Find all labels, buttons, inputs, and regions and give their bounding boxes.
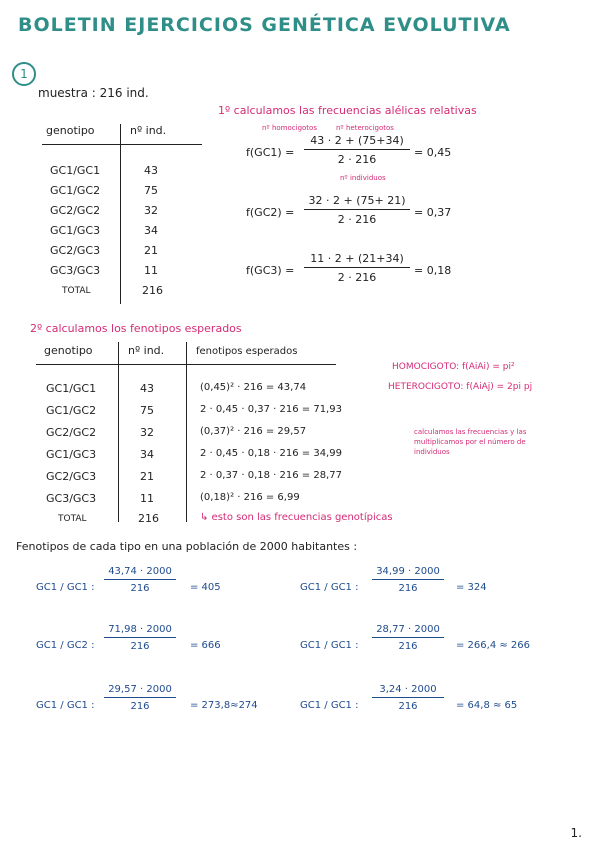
denominator: 216 — [130, 701, 150, 712]
fraction — [304, 194, 410, 226]
table-cell: TOTAL — [58, 514, 87, 524]
annotation: nº individuos — [340, 174, 386, 182]
table-cell: GC1/GC3 — [46, 448, 97, 461]
numerator: 32 · 2 + (75+ 21) — [304, 194, 410, 210]
exercise-number: 1 — [12, 62, 36, 86]
denominator: 2 · 216 — [337, 153, 377, 166]
column-header: nº ind. — [130, 124, 167, 137]
population-title: Fenotipos de cada tipo en una población de 2000 habitantes : — [16, 540, 358, 553]
fraction — [372, 566, 444, 594]
table-cell: 21 — [144, 244, 158, 257]
numerator: 28,77 · 2000 — [372, 624, 444, 638]
side-note: multiplicamos por el número de — [414, 438, 526, 446]
table-divider — [42, 144, 202, 145]
table-footnote: ↳ esto son las frecuencias genotípicas — [200, 512, 393, 523]
denominator: 216 — [130, 641, 150, 652]
table-cell: 32 — [144, 204, 158, 217]
fraction — [104, 624, 176, 652]
page-title: BOLETIN EJERCICIOS GENÉTICA EVOLUTIVA — [18, 14, 511, 36]
table-cell: 34 — [140, 448, 154, 461]
numerator: 71,98 · 2000 — [104, 624, 176, 638]
formula-label: f(GC3) = — [246, 264, 295, 277]
fraction — [304, 134, 410, 166]
table-cell: GC2/GC3 — [46, 470, 97, 483]
numerator: 43 · 2 + (75+34) — [304, 134, 410, 150]
denominator: 216 — [398, 701, 418, 712]
denominator: 216 — [130, 583, 150, 594]
step1-title: 1º calculamos las frecuencias alélicas relativas — [218, 104, 477, 117]
formula-result: = 0,18 — [414, 264, 452, 277]
table-cell: (0,37)² · 216 = 29,57 — [200, 426, 307, 437]
formula-label: f(GC1) = — [246, 146, 295, 159]
denominator: 216 — [398, 641, 418, 652]
table-cell: GC3/GC3 — [46, 492, 97, 505]
column-header: nº ind. — [128, 344, 165, 357]
table-cell: 11 — [140, 492, 154, 505]
table-cell: GC1/GC1 — [50, 164, 101, 177]
denominator: 2 · 216 — [337, 271, 377, 284]
table-divider — [120, 124, 121, 304]
column-header: genotipo — [44, 344, 93, 357]
step2-title: 2º calculamos los fenotipos esperados — [30, 322, 242, 335]
side-note: individuos — [414, 448, 450, 456]
column-header: genotipo — [46, 124, 95, 137]
table-divider — [118, 342, 119, 522]
table-cell: 43 — [140, 382, 154, 395]
side-note: calculamos las frecuencias y las — [414, 428, 527, 436]
table-cell: GC2/GC2 — [46, 426, 97, 439]
table-cell: 75 — [140, 404, 154, 417]
calc-label: GC1 / GC1 : — [300, 640, 359, 651]
formula-label: f(GC2) = — [246, 206, 295, 219]
calc-result: = 324 — [456, 582, 487, 593]
calc-label: GC1 / GC1 : — [36, 700, 95, 711]
calc-label: GC1 / GC1 : — [300, 582, 359, 593]
table-cell: 21 — [140, 470, 154, 483]
denominator: 2 · 216 — [337, 213, 377, 226]
table-divider — [186, 342, 187, 522]
calc-result: = 666 — [190, 640, 221, 651]
fraction — [104, 684, 176, 712]
sample-size: muestra : 216 ind. — [38, 86, 149, 100]
fraction — [304, 252, 410, 284]
table-cell: 34 — [144, 224, 158, 237]
calc-result: = 405 — [190, 582, 221, 593]
table-cell: 2 · 0,45 · 0,18 · 216 = 34,99 — [200, 448, 342, 459]
fraction — [372, 624, 444, 652]
calc-label: GC1 / GC1 : — [36, 582, 95, 593]
table-cell: 11 — [144, 264, 158, 277]
fraction — [104, 566, 176, 594]
homozygote-formula: HOMOCIGOTO: f(AiAi) = pi² — [392, 362, 515, 372]
table-cell: GC2/GC2 — [50, 204, 101, 217]
table-cell: GC1/GC1 — [46, 382, 97, 395]
calc-result: = 266,4 ≈ 266 — [456, 640, 531, 651]
formula-result: = 0,45 — [414, 146, 452, 159]
table-cell: 32 — [140, 426, 154, 439]
formula-result: = 0,37 — [414, 206, 452, 219]
page-number: 1. — [570, 826, 582, 840]
calc-label: GC1 / GC2 : — [36, 640, 95, 651]
numerator: 11 · 2 + (21+34) — [304, 252, 410, 268]
calc-result: = 273,8≈274 — [190, 700, 258, 711]
numerator: 34,99 · 2000 — [372, 566, 444, 580]
annotation: nº heterocigotos — [336, 124, 394, 132]
table-cell: (0,45)² · 216 = 43,74 — [200, 382, 307, 393]
table-cell: 2 · 0,37 · 0,18 · 216 = 28,77 — [200, 470, 342, 481]
numerator: 29,57 · 2000 — [104, 684, 176, 698]
table-cell: GC1/GC2 — [46, 404, 97, 417]
table-cell: GC1/GC2 — [50, 184, 101, 197]
table-cell: GC2/GC3 — [50, 244, 101, 257]
table-cell: 216 — [142, 284, 163, 297]
table-cell: 43 — [144, 164, 158, 177]
table-cell: (0,18)² · 216 = 6,99 — [200, 492, 300, 503]
column-header: fenotipos esperados — [196, 346, 298, 357]
table-cell: 75 — [144, 184, 158, 197]
table-cell: TOTAL — [62, 286, 91, 296]
numerator: 3,24 · 2000 — [372, 684, 444, 698]
heterozygote-formula: HETEROCIGOTO: f(AiAj) = 2pi pj — [388, 382, 533, 392]
table-cell: 2 · 0,45 · 0,37 · 216 = 71,93 — [200, 404, 342, 415]
table-cell: GC3/GC3 — [50, 264, 101, 277]
table-cell: GC1/GC3 — [50, 224, 101, 237]
numerator: 43,74 · 2000 — [104, 566, 176, 580]
calc-label: GC1 / GC1 : — [300, 700, 359, 711]
fraction — [372, 684, 444, 712]
denominator: 216 — [398, 583, 418, 594]
annotation: nº homocigotos — [262, 124, 317, 132]
calc-result: = 64,8 ≈ 65 — [456, 700, 518, 711]
table-cell: 216 — [138, 512, 159, 525]
